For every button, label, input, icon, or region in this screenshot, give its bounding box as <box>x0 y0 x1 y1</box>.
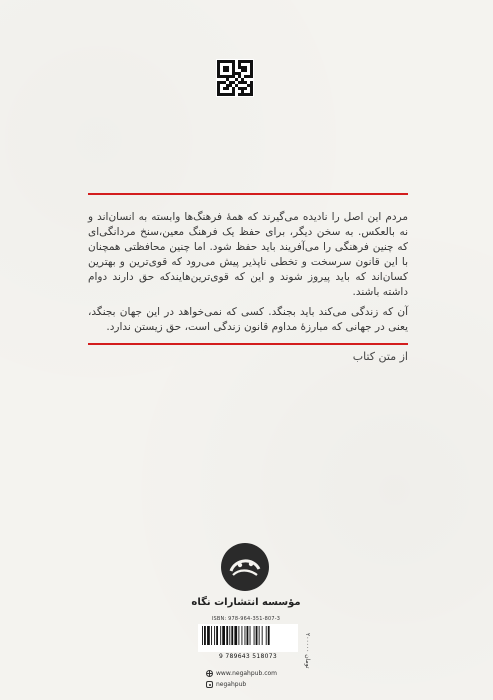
barcode-bar <box>207 626 210 645</box>
globe-icon <box>206 670 213 677</box>
social-row <box>206 681 286 688</box>
barcode-number: 9 789643 518073 <box>219 653 277 660</box>
barcode-bar <box>222 626 225 645</box>
barcode-bar <box>216 626 218 645</box>
isbn-text: ISBN: 978-964-351-807-3 <box>211 616 281 622</box>
barcode-bar <box>259 626 260 645</box>
barcode-bar <box>226 626 228 645</box>
website-row <box>206 670 286 677</box>
barcode-bar <box>262 626 263 645</box>
paragraph-1: مردم این اصل را نادیده می‌گیرند که همهٔ فرهنگ‌ها وابسته به انسان‌اند و نه بالعکس. به سخن دیگر، برای حفظ یک فرهنگ معین،سنخ مردانگی‌ای که چنین فرهنگی را می‌آفریند باید حفظ شود. اما چنین محافظتی همچنان با این قانون سرسخت و تخطی ناپذیر پیش می‌رود که قوی‌ترین و بهترین کسان‌اند که باید پیروز شوند و این که قوی‌ترین‌هایندکه حق دارند دوام داشته باشند. <box>88 211 408 298</box>
barcode-bar <box>211 626 212 645</box>
source-label: از متن کتاب <box>352 350 408 363</box>
barcode-bar <box>220 626 221 645</box>
instagram-icon <box>206 681 213 688</box>
barcode-bar <box>234 626 237 645</box>
top-red-rule <box>88 193 408 195</box>
back-cover-text <box>88 210 408 340</box>
barcode <box>198 624 298 652</box>
barcode-bar <box>214 626 215 645</box>
barcode-bar <box>250 626 251 645</box>
paragraph-2: آن که زندگی می‌کند باید بجنگد. کسی که نمی‌خواهد در این جهان بجنگد، یعنی در جهانی که مبارزهٔ مداوم قانون زندگی است، حق زیستن ندارد. <box>88 306 408 333</box>
barcode-bar <box>266 626 267 645</box>
qr-grid <box>217 60 253 96</box>
bottom-red-rule <box>88 343 408 345</box>
barcode-bar <box>229 626 230 645</box>
barcode-bar <box>202 626 203 645</box>
barcode-bar <box>231 626 233 645</box>
qr-code-icon <box>216 59 254 97</box>
barcode-bar <box>256 626 258 645</box>
barcode-bar <box>241 626 242 645</box>
barcode-bar <box>245 626 246 645</box>
barcode-bar <box>247 626 249 645</box>
barcode-bar <box>238 626 239 645</box>
barcode-bar <box>204 626 206 645</box>
website-text: www.negahpub.com <box>216 670 278 677</box>
price-label: ۲۰۰۰۰۰ تومان <box>304 633 311 669</box>
publisher-name: مؤسسه انتشارات نگاه <box>191 597 301 608</box>
social-text: negahpub <box>216 681 247 688</box>
negah-logo-icon <box>219 541 271 593</box>
barcode-bar <box>254 626 255 645</box>
qr-cell <box>250 93 253 96</box>
barcode-bar <box>268 626 270 645</box>
barcode-bars <box>202 626 294 645</box>
